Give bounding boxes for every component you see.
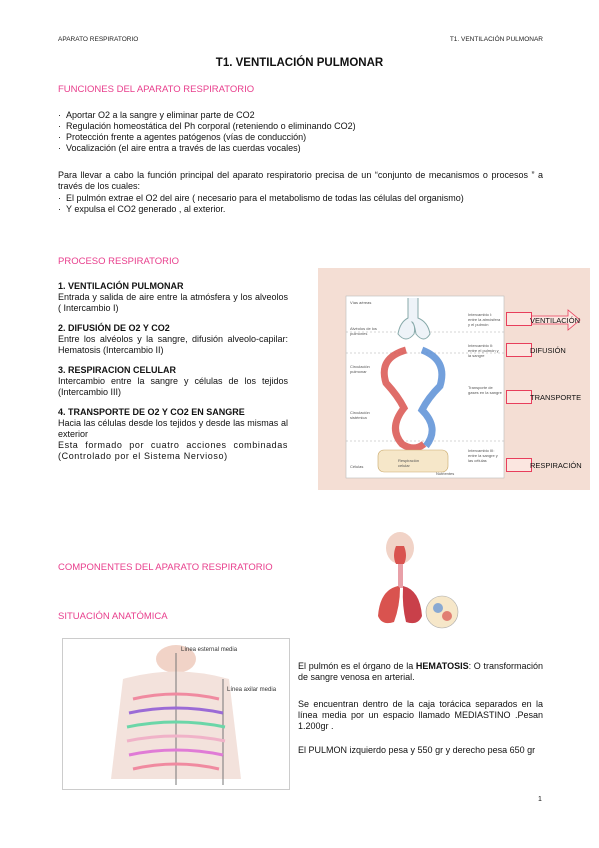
- figure-label: Línea axilar media: [227, 687, 277, 693]
- funciones-list: [58, 110, 498, 154]
- respiratory-system-svg: [352, 526, 474, 636]
- funciones-list-2: [58, 193, 543, 215]
- diagram-label: Alvéolos de los pulmones: [350, 326, 377, 336]
- diagram-label: Nutrientes: [436, 471, 455, 476]
- respiratory-system-illustration: [352, 526, 474, 636]
- step-title: 3. RESPIRACION CELULAR: [58, 365, 177, 375]
- arrow-icon: [506, 312, 532, 326]
- diagram-label: Circulación sistémica: [350, 410, 370, 420]
- section-heading-proceso: PROCESO RESPIRATORIO: [58, 256, 180, 267]
- page-title: T1. VENTILACIÓN PULMONAR: [215, 57, 384, 69]
- rib-cage-figure: [62, 638, 290, 790]
- proceso-steps: [58, 281, 288, 462]
- diagram-label: Respiración celular: [398, 458, 420, 468]
- rib-cage-svg: [63, 639, 289, 789]
- step-extra: Esta formado por cuatro acciones combinadas (Controlado por el Sistema Nervioso): [58, 440, 288, 461]
- funciones-intro: Para llevar a cabo la función principal del aparato respiratorio precisa de un “conjunto de mecanismos o procesos ” a través de los cuales:: [58, 170, 543, 191]
- step-text: Entrada y salida de aire entre la atmósfera y los alveolos ( Intercambio I): [58, 292, 288, 313]
- running-header-right: T1. VENTILACIÓN PULMONAR: [449, 36, 543, 43]
- diagram-stage-label: TRANSPORTE: [530, 393, 582, 402]
- arrow-icon: [506, 343, 532, 357]
- situacion-paragraph-2: Se encuentran dentro de la caja torácica separados en la línea media por un espacio llamado MEDIASTINO .Pesan 1.200gr .: [298, 699, 543, 731]
- emphasis-hematosis: HEMATOSIS: [415, 661, 469, 671]
- arrow-icon: [506, 390, 532, 404]
- section-heading-componentes: COMPONENTES DEL APARATO RESPIRATORIO: [58, 562, 273, 573]
- diagram-label: Transporte de gases en la sangre: [468, 385, 502, 395]
- list-item: · Regulación homeostática del Ph corporal (reteniendo o eliminando CO2): [58, 121, 498, 132]
- section-heading-situacion: SITUACIÓN ANATÓMICA: [58, 611, 168, 622]
- diagram-label: Intercambio III: entre la sangre y las células: [468, 448, 498, 463]
- diagram-stage-label: DIFUSIÓN: [530, 346, 566, 355]
- diagram-stage-label: VENTILACIÓN: [530, 316, 581, 325]
- list-item: · Protección frente a agentes patógenos (vías de conducción): [58, 132, 498, 143]
- list-item: · Aportar O2 a la sangre y eliminar parte de CO2: [58, 110, 498, 121]
- step-3: [58, 365, 288, 398]
- step-2: [58, 323, 288, 356]
- step-title: 4. TRANSPORTE DE O2 Y CO2 EN SANGRE: [58, 407, 245, 417]
- list-item: · Vocalización (el aire entra a través de las cuerdas vocales): [58, 143, 498, 154]
- step-1: [58, 281, 288, 314]
- step-text: Hacia las células desde los tejidos y desde las mismas al exterior: [58, 418, 288, 439]
- page-number: 1: [538, 796, 542, 803]
- step-4: [58, 407, 288, 462]
- respiratory-process-diagram: [318, 268, 590, 490]
- step-title: 2. DIFUSIÓN DE O2 Y CO2: [58, 323, 170, 333]
- list-item: · Y expulsa el CO2 generado , al exterior.: [58, 204, 543, 215]
- diagram-stage-label: RESPIRACIÓN: [530, 461, 582, 470]
- text-span: : O transformación de sangre venosa en arterial.: [298, 661, 543, 682]
- figure-label: Línea esternal media: [181, 647, 238, 653]
- diagram-label: Circulación pulmonar: [350, 364, 370, 374]
- running-header-left: APARATO RESPIRATORIO: [58, 36, 139, 43]
- situacion-paragraph-3: El PULMON izquierdo pesa y 550 gr y derecho pesa 650 gr: [298, 745, 536, 755]
- section-heading-funciones: FUNCIONES DEL APARATO RESPIRATORIO: [58, 84, 255, 95]
- step-title: 1. VENTILACIÓN PULMONAR: [58, 281, 184, 291]
- situacion-paragraph-1: [298, 661, 543, 683]
- text-span: El pulmón es el órgano de la: [298, 661, 416, 671]
- step-text: Entre los alvéolos y la sangre, difusión alveolo-capilar: Hematosis (Intercambio II): [58, 334, 288, 355]
- step-text: Intercambio entre la sangre y células de los tejidos (Intercambio III): [58, 376, 288, 397]
- diagram-label: Células: [350, 464, 364, 469]
- list-item: · El pulmón extrae el O2 del aire ( necesario para el metabolismo de todas las células del organismo): [58, 193, 543, 204]
- diagram-label: Intercambio I: entre la atmósfera y el pulmón: [468, 312, 501, 327]
- diagram-label: Vías aéreas: [350, 300, 372, 305]
- diagram-label: Intercambio II: entre el pulmón y la sangre: [468, 343, 499, 358]
- arrow-icon: [506, 458, 532, 472]
